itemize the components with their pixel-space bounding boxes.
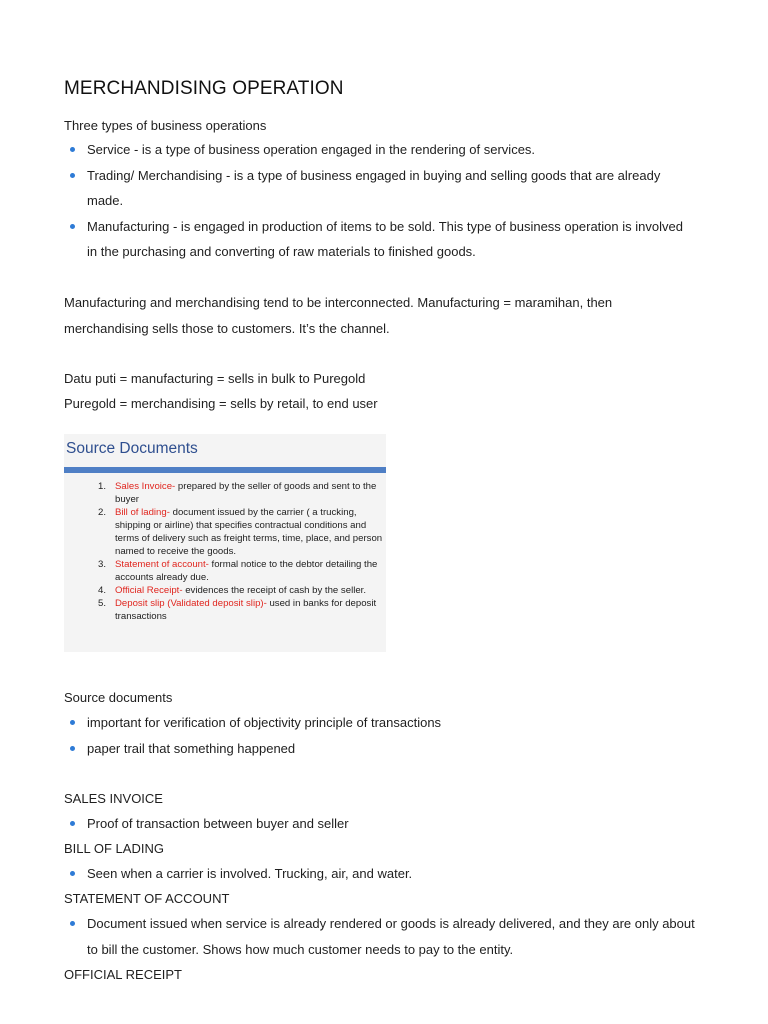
intro-text: Three types of business operations	[64, 118, 267, 133]
source-document-item: 3. Statement of account- formal notice to the debtor detailing the accounts already due.	[98, 559, 378, 583]
official-receipt-heading: OFFICIAL RECEIPT	[64, 967, 182, 982]
source-documents-image-title: Source Documents	[66, 440, 198, 457]
divider	[64, 467, 386, 473]
source-documents-label: Source documents	[64, 690, 173, 705]
operation-types-list	[64, 137, 704, 265]
list-item: Document issued when service is already rendered or goods is already delivered, and they are only about to bill the customer. Shows how much customer needs to pay to the entity.	[64, 911, 704, 962]
bullet-icon	[70, 147, 75, 152]
list-item: Proof of transaction between buyer and seller	[64, 811, 704, 837]
bill-of-lading-heading: BILL OF LADING	[64, 841, 164, 856]
list-item: important for verification of objectivity principle of transactions	[64, 710, 704, 736]
statement-of-account-heading: STATEMENT OF ACCOUNT	[64, 891, 230, 906]
list-item: Manufacturing - is engaged in production of items to be sold. This type of business operation is involved in the purchasing and converting of raw materials to finished goods.	[64, 214, 704, 265]
source-document-item: 4. Official Receipt- evidences the receipt of cash by the seller.	[98, 585, 366, 597]
source-documents-image	[64, 434, 386, 652]
source-documents-list	[64, 710, 704, 761]
bill-of-lading-list	[64, 861, 704, 887]
source-document-item: 2. Bill of lading- document issued by the carrier ( a trucking, shipping or airline) that specifies contractual conditions and terms of delivery such as freight terms, time, place, and person named to receive the goods.	[98, 507, 383, 557]
source-documents-numbered-list	[98, 481, 383, 624]
example-line: Puregold = merchandising = sells by retail, to end user	[64, 396, 378, 411]
example-line: Datu puti = manufacturing = sells in bulk to Puregold	[64, 371, 366, 386]
bullet-icon	[70, 871, 75, 876]
bullet-icon	[70, 224, 75, 229]
bullet-icon	[70, 720, 75, 725]
interconnection-paragraph: Manufacturing and merchandising tend to be interconnected. Manufacturing = maramihan, then merchandising sells those to customers. It’s the channel.	[64, 295, 613, 336]
list-item: Service - is a type of business operation engaged in the rendering of services.	[64, 137, 704, 163]
source-document-item: 5. Deposit slip (Validated deposit slip)- used in banks for deposit transactions	[98, 598, 377, 623]
bullet-icon	[70, 173, 75, 178]
sales-invoice-heading: SALES INVOICE	[64, 791, 163, 806]
bullet-icon	[70, 821, 75, 826]
list-item: Seen when a carrier is involved. Trucking, air, and water.	[64, 861, 704, 887]
sales-invoice-list	[64, 811, 704, 837]
bullet-icon	[70, 921, 75, 926]
bullet-icon	[70, 746, 75, 751]
list-item: Trading/ Merchandising - is a type of business engaged in buying and selling goods that are already made.	[64, 163, 704, 214]
list-item: paper trail that something happened	[64, 736, 704, 762]
statement-of-account-list	[64, 911, 704, 962]
page-title: MERCHANDISING OPERATION	[64, 78, 344, 99]
source-document-item: 1. Sales Invoice- prepared by the seller of goods and sent to the buyer	[98, 481, 377, 505]
